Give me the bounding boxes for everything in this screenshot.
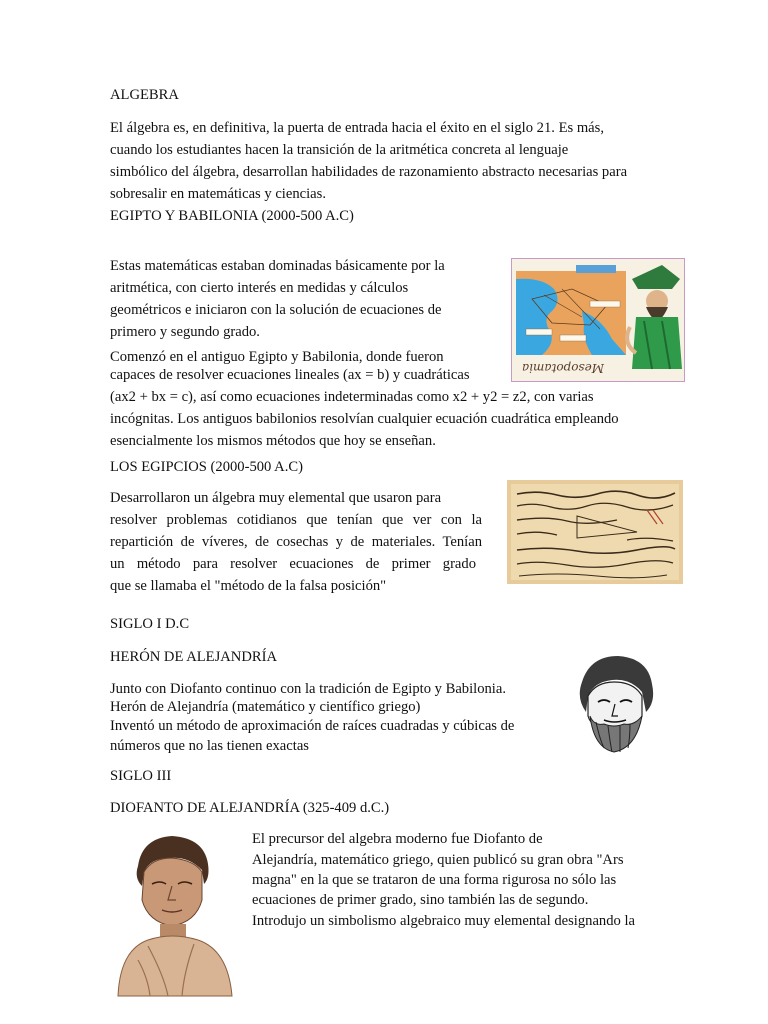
paragraph-line: capaces de resolver ecuaciones lineales (ax = b) y cuadráticas — [110, 367, 470, 383]
diophantus-bust-image — [108, 826, 240, 998]
paragraph-line: primero y segundo grado. — [110, 324, 260, 340]
map-caption: Mesopotamia — [522, 361, 605, 375]
paragraph-line: Comenzó en el antiguo Egipto y Babilonia, donde fueron — [110, 349, 444, 365]
paragraph-line: un método para resolver ecuaciones de primer grado — [110, 556, 476, 572]
paragraph-line: geométricos e iniciaron con la solución de ecuaciones de — [110, 302, 442, 318]
paragraph-line: ecuaciones de primer grado, sino también las de segundo. — [252, 892, 589, 908]
century-label-siglo-iii: SIGLO III — [110, 768, 172, 784]
intro-line: simbólico del álgebra, desarrollan habilidades de razonamiento abstracto necesarias para — [110, 164, 628, 180]
egyptian-papyrus-image — [507, 480, 683, 584]
century-label-siglo-i: SIGLO I D.C — [110, 616, 190, 632]
paragraph-line: Alejandría, matemático griego, quien publicó su gran obra "Ars — [252, 852, 624, 868]
paragraph-line: Introdujo un simbolismo algebraico muy elemental designando la — [252, 913, 636, 929]
paragraph-line: resolver problemas cotidianos que tenían que ver con la — [110, 512, 482, 528]
paragraph-line: que se llamaba el "método de la falsa posición" — [110, 578, 387, 594]
section-heading-diophantus: DIOFANTO DE ALEJANDRÍA (325-409 d.C.) — [110, 800, 390, 816]
paragraph-line: Herón de Alejandría (matemático y científico griego) — [110, 699, 421, 715]
page-title: ALGEBRA — [110, 87, 179, 103]
paragraph-line: Inventó un método de aproximación de raíces cuadradas y cúbicas de — [110, 718, 515, 734]
paragraph-line: El precursor del algebra moderno fue Diofanto de — [252, 831, 543, 847]
intro-line: sobresalir en matemáticas y ciencias. — [110, 186, 326, 202]
heron-portrait-image — [560, 652, 670, 757]
paragraph-line: esencialmente los mismos métodos que hoy se enseñan. — [110, 433, 436, 449]
paragraph-line: aritmética, con cierto interés en medidas y cálculos — [110, 280, 409, 296]
paragraph-line: magna" en la que se trataron de una forma rigurosa no sólo las — [252, 872, 617, 888]
paragraph-line: incógnitas. Los antiguos babilonios resolvían cualquier ecuación cuadrática empleando — [110, 411, 619, 427]
section-heading-egypt-babylon: EGIPTO Y BABILONIA (2000-500 A.C) — [110, 208, 354, 224]
mesopotamia-map-image — [511, 258, 685, 382]
paragraph-line: repartición de víveres, de cosechas y de materiales. Tenían — [110, 534, 482, 550]
paragraph-line: Junto con Diofanto continuo con la tradición de Egipto y Babilonia. — [110, 681, 506, 697]
paragraph-line: (ax2 + bx = c), así como ecuaciones indeterminadas como x2 + y2 = z2, con varias — [110, 389, 594, 405]
section-heading-heron: HERÓN DE ALEJANDRÍA — [110, 649, 278, 665]
paragraph-line: números que no las tienen exactas — [110, 738, 309, 754]
intro-line: cuando los estudiantes hacen la transición de la aritmética concreta al lenguaje — [110, 142, 569, 158]
section-heading-egyptians: LOS EGIPCIOS (2000-500 A.C) — [110, 459, 303, 475]
intro-line: El álgebra es, en definitiva, la puerta de entrada hacia el éxito en el siglo 21. Es más, — [110, 120, 604, 136]
paragraph-line: Estas matemáticas estaban dominadas básicamente por la — [110, 258, 445, 274]
paragraph-line: Desarrollaron un álgebra muy elemental que usaron para — [110, 490, 442, 506]
